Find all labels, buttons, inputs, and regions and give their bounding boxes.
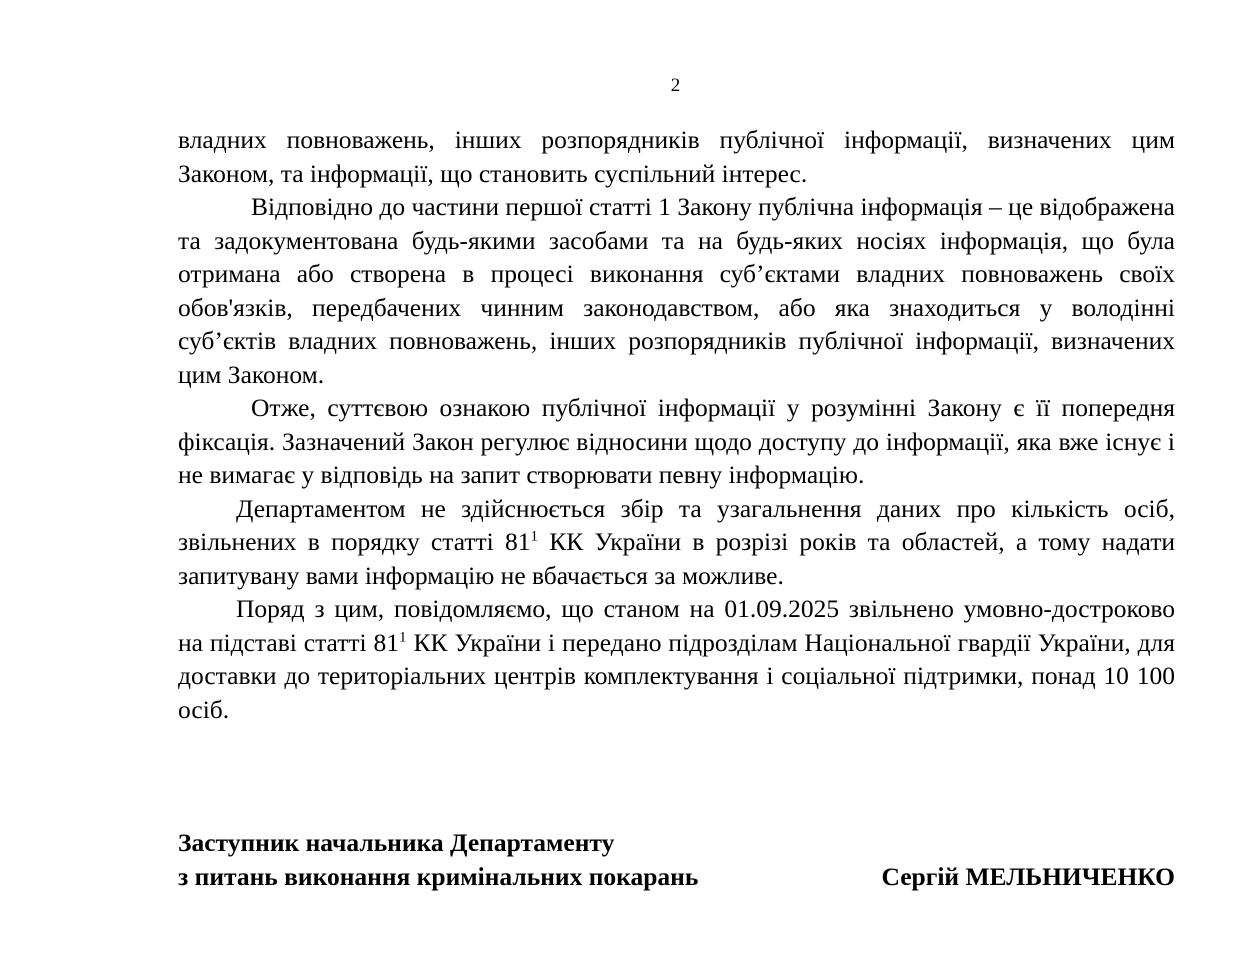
paragraph-definition: Відповідно до частини першої статті 1 Закону публічна інформація – це відображена та задокументована будь-якими засобами та на будь-яких носіях інформація, що була отримана або створена в процесі виконання суб’єктами владних повноважень своїх обов'язків, передбачених чинним законодавством, або яка знаходиться у володінні суб’єктів владних повноважень, інших розпорядників публічної інформації, визначених цим Законом.	[178, 192, 1175, 389]
article-superscript: 1	[530, 528, 538, 545]
paragraph-no-data-text-a: Департаментом не здійснюється збір та узагальнення даних про кількість осіб, звільнених в порядку статті 81	[178, 493, 1175, 556]
paragraph-no-data	[178, 492, 1175, 593]
signatory-position-line1: Заступник начальника Департаменту	[178, 828, 615, 857]
paragraph-statistics-text-a: Поряд з цим, повідомляємо, що станом на 01.09.2025 звільнено умовно-достроково на підставі статті 81	[178, 594, 1175, 657]
signatory-name: Сергій МЕЛЬНИЧЕНКО	[881, 861, 1175, 891]
paragraph-continuation: владних повноважень, інших розпорядників публічної інформації, визначених цим Законом, та інформації, що становить суспільний інтерес.	[178, 125, 1175, 188]
signature-block	[178, 826, 1175, 893]
signatory-position-line2: з питань виконання кримінальних покарань	[178, 861, 699, 891]
paragraph-statistics	[178, 592, 1175, 726]
paragraph-conclusion: Отже, суттєвою ознакою публічної інформації у розумінні Закону є її попередня фіксація. Зазначений Закон регулює відносини щодо доступу до інформації, яка вже існує і не вимагає у відповідь на запит створювати певну інформацію.	[178, 393, 1175, 489]
signature-line	[178, 860, 1175, 894]
article-superscript: 1	[399, 629, 407, 645]
paragraph-no-data-text-b: КК України в розрізі років та областей, а тому надати запитувану вами інформацію не вбачається за можливе.	[178, 527, 1175, 590]
letter-body	[178, 123, 1175, 726]
page-number: 2	[670, 75, 681, 96]
paragraph-statistics-text-b: КК України і передано підрозділам Національної гвардії України, для доставки до територіальних центрів комплектування і соціальної підтримки, понад 10 100 осіб.	[178, 627, 1175, 724]
